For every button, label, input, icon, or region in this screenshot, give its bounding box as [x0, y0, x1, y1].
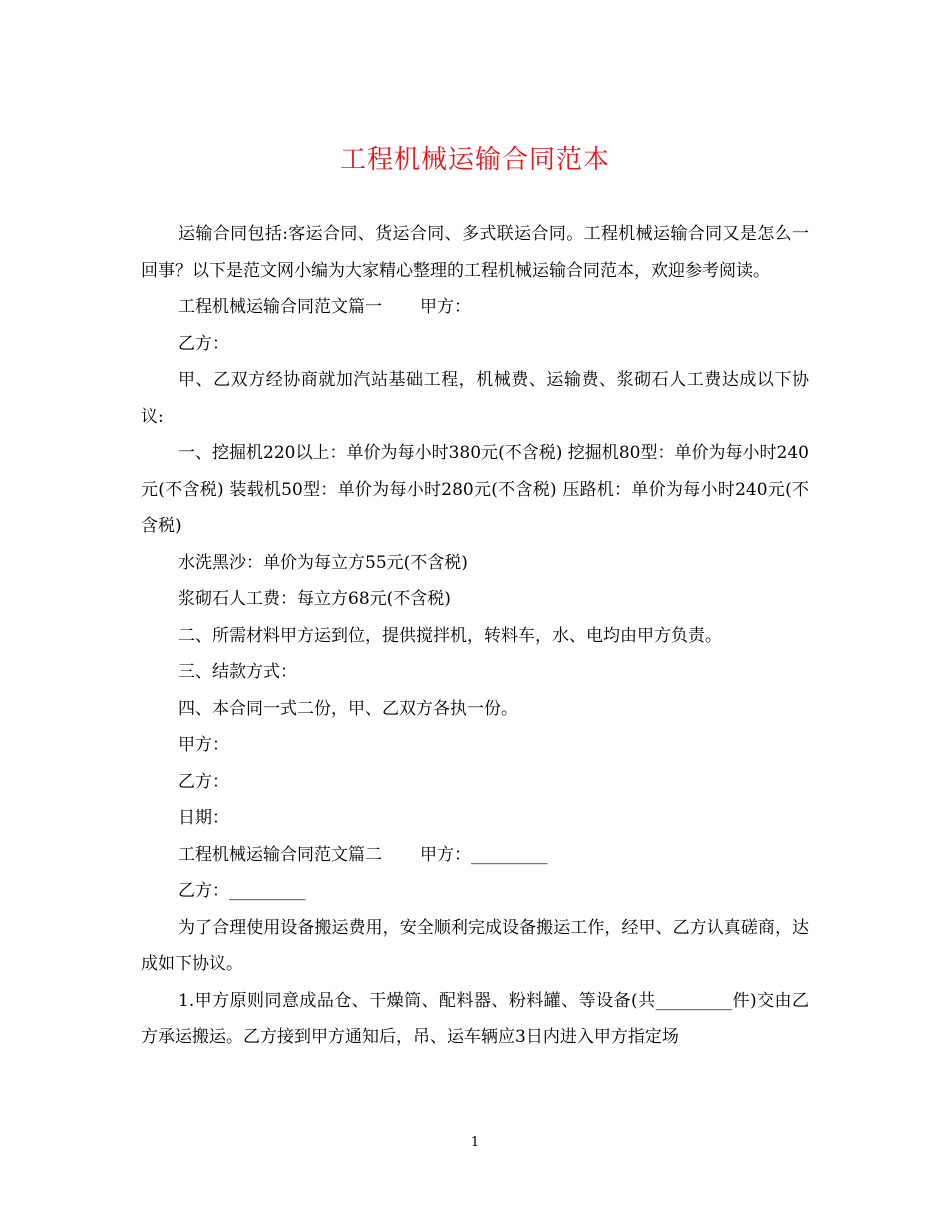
section2-party-a: 甲方： [420, 844, 471, 865]
section1-paragraph-1: 甲、乙双方经协商就加汽站基础工程，机械费、运输费、浆砌石人工费达成以下协议: [141, 370, 809, 427]
section2-p2-after: 件)交由乙方承运搬运。乙方接到甲方通知后，吊、运车辆应3日内进入甲方指定场 [141, 990, 809, 1047]
section2-p2-before: 1.甲方原则同意成品仓、干燥筒、配料器、粉料罐、等设备(共 [178, 990, 656, 1011]
section1-party-b: 乙方： [178, 333, 229, 354]
section2-party-b-blank: _________ [229, 881, 306, 901]
section2-paragraph-2 [141, 983, 809, 1056]
document-body [141, 216, 809, 1056]
section2-party-a-blank: _________ [471, 844, 548, 865]
section2-paragraph-1: 为了合理使用设备搬运费用，安全顺利完成设备搬运工作，经甲、乙方认真磋商，达成如下协议。 [141, 917, 809, 974]
section1-paragraph-4: 浆砌石人工费：每立方68元(不含税) [178, 589, 451, 609]
section1-paragraph-2: 一、挖掘机220以上：单价为每小时380元(不含税) 挖掘机80型：单价为每小时240元(不含税) 装载机50型：单价为每小时280元(不含税) 压路机：单价为每小时240元(不含税) [141, 443, 809, 536]
document-title: 工程机械运输合同范本 [339, 145, 610, 175]
section1-paragraph-7: 四、本合同一式二份，甲、乙双方各执一份。 [178, 698, 518, 719]
page-number: 1 [470, 1135, 480, 1150]
section2-heading-line [141, 837, 809, 874]
section1-paragraph-6: 三、结款方式： [178, 662, 297, 682]
section1-party-a: 甲方： [420, 297, 471, 317]
section1-sign-b: 乙方： [178, 771, 229, 792]
section1-date: 日期： [178, 808, 229, 828]
section1-sign-a: 甲方： [178, 735, 229, 755]
section1-paragraph-3: 水洗黑沙：单价为每立方55元(不含税) [178, 552, 468, 573]
section1-heading: 工程机械运输合同范文篇一 [178, 297, 382, 317]
section2-heading: 工程机械运输合同范文篇二 [178, 844, 382, 865]
section2-party-b-line [141, 873, 809, 910]
section1-heading-line [141, 289, 809, 326]
intro-paragraph: 运输合同包括:客运合同、货运合同、多式联运合同。工程机械运输合同又是怎么一回事？以下是范文网小编为大家精心整理的工程机械运输合同范本，欢迎参考阅读。 [141, 224, 809, 281]
section1-paragraph-5: 二、所需材料甲方运到位，提供搅拌机，转料车，水、电均由甲方负责。 [178, 625, 722, 646]
section2-party-b: 乙方： [178, 881, 229, 901]
section2-p2-blank: _________ [655, 990, 733, 1011]
